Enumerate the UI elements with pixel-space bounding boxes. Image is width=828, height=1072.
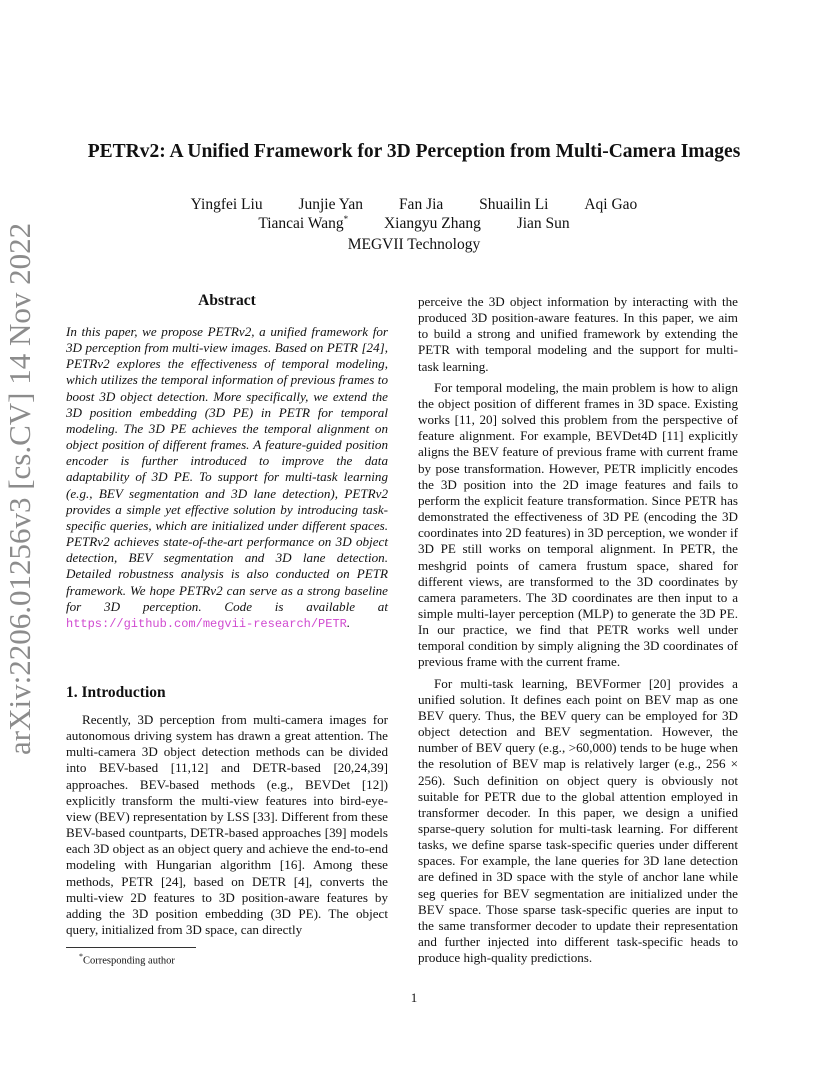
abstract-paragraph: In this paper, we propose PETRv2, a unified framework for 3D perception from multi-view images. Based on PETR [24], PETRv2 explores the effectiveness of temporal modeling, which utilizes the temporal information of previous frames to boost 3D object detection. More specifically, we extend the 3D position embedding (3D PE) in PETR for temporal modeling. The 3D PE achieves the temporal alignment on object position of different frames. A feature-guided position encoder is further introduced to improve the data adaptability of 3D PE. To support for multi-task learning (e.g., BEV segmentation and 3D lane detection), PETRv2 provides a simple yet effective solution by introducing task-specific queries, which are initialized under different spaces. PETRv2 achieves state-of-the-art performance on 3D object detection, BEV segmentation and 3D lane detection. Detailed robustness analysis is also conducted on PETR framework. We hope PETRv2 can serve as a strong baseline for 3D perception. Code is available at https://github.com/megvii-research/PETR.: [66, 324, 388, 631]
code-link[interactable]: https://github.com/megvii-research/PETR: [66, 616, 347, 631]
authors-line-1: [0, 196, 828, 214]
abstract-body: [66, 324, 388, 632]
body-paragraph: For multi-task learning, BEVFormer [20] provides a unified solution. It defines each point on BEV map as one BEV query. Thus, the BEV query can be employed for 3D object detection and BEV segmentation. However, the number of BEV query (e.g., >60,000) tends to be huge when the resolution of BEV map is relatively larger (e.g., 256 × 256). Such definition on object query is obviously not suitable for PETR due to the global attention employed in transformer decoder. In this paper, we design a unified sparse-query solution for multi-task learning. For different tasks, we define sparse task-specific queries under different spaces. For example, the lane queries for 3D lane detection are defined in 3D space with the style of anchor lane while seg queries for BEV segmentation are initialized under the BEV space. Those sparse task-specific queries are input to the same transformer decoder to update their representation and further injected into different task-specific heads to produce high-quality predictions.: [418, 675, 738, 966]
section-heading-introduction: 1. Introduction: [66, 684, 166, 701]
footnote-text: Corresponding author: [83, 955, 175, 967]
abstract-text: In this paper, we propose PETRv2, a unified framework for 3D perception from multi-view images. Based on PETR [24], PETRv2 explores the effectiveness of temporal modeling, which utilizes the temporal information of previous frames to boost 3D object detection. More specifically, we extend the 3D position embedding (3D PE) in PETR for temporal modeling. The 3D PE achieves the temporal alignment on object position of different frames. A feature-guided position encoder is further introduced to improve the data adaptability of 3D PE. To support for multi-task learning (e.g., BEV segmentation and 3D lane detection), PETRv2 provides a simple yet effective solution by introducing task-specific queries, which are initialized under different spaces. PETRv2 achieves state-of-the-art performance on 3D object detection, BEV segmentation and 3D lane detection. Detailed robustness analysis is also conducted on PETR framework. We hope PETRv2 can serve as a strong baseline for 3D perception. Code is available at: [66, 324, 388, 614]
author-name: Aqi Gao: [584, 196, 638, 213]
author-entry: [258, 215, 348, 233]
footnote-mark: *: [79, 952, 83, 961]
introduction-body: [66, 712, 388, 938]
abstract-heading: Abstract: [198, 292, 256, 309]
author-name: Jian Sun: [516, 215, 570, 232]
page-number: 1: [410, 990, 418, 1005]
arxiv-identifier: arXiv:2206.01256v3 [cs.CV] 14 Nov 2022: [2, 222, 37, 755]
paper-title: PETRv2: A Unified Framework for 3D Perception from Multi-Camera Images: [87, 141, 741, 162]
intro-paragraph: Recently, 3D perception from multi-camera images for autonomous driving system has drawn a great attention. The multi-camera 3D object detection methods can be divided into BEV-based [11,12] and DETR-based [20,24,39] approaches. BEV-based methods (e.g., BEVDet [12]) explicitly transform the multi-view features into bird-eye-view (BEV) representation by LSS [33]. Different from these BEV-based countparts, DETR-based approaches [39] models each 3D object as an object query and achieve the end-to-end modeling with Hungarian algorithm [16]. Among these methods, PETR [24], based on DETR [4], converts the multi-view 2D features to 3D position-aware features by adding the 3D position embedding (3D PE). The object query, initialized from 3D space, can directly: [66, 712, 388, 938]
body-paragraph: For temporal modeling, the main problem is how to align the object position of different frames in 3D space. Existing works [11, 20] solved this problem from the perspective of feature alignment. For example, BEVDet4D [11] explicitly aligns the BEV feature of previous frame with current frame by pose transformation. However, PETR implicitly encodes the 3D position into the 2D image features and fails to perform the explicit feature transformation. Since PETR has demonstrated the effectiveness of 3D PE (encoding the 3D coordinates into 2D features) in 3D perception, we wonder if 3D PE still works on temporal alignment. In PETR, the meshgrid points of camera frustum space, shared for different views, are transformed to the 3D coordinates by camera parameters. The 3D coordinates are then input to a simple multi-layer perception (MLP) to generate the 3D PE. In our practice, we find that PETR works well under temporal condition by simply aligning the 3D coordinates of previous frame with the current frame.: [418, 379, 738, 670]
author-name: Fan Jia: [398, 196, 444, 213]
author-name: Xiangyu Zhang: [383, 215, 481, 232]
footnote: [79, 952, 175, 967]
authors-line-2: [0, 215, 828, 233]
author-mark: *: [343, 213, 349, 224]
affiliation: MEGVII Technology: [347, 236, 481, 253]
author-name: Yingfei Liu: [190, 196, 263, 213]
footnote-rule: [66, 947, 196, 948]
author-name: Shuailin Li: [479, 196, 549, 213]
body-paragraph: perceive the 3D object information by interacting with the produced 3D position-aware features. In this paper, we aim to build a strong and unified framework by extending the PETR with temporal modeling and the support for multi-task learning.: [418, 294, 738, 374]
right-column: [418, 294, 738, 966]
author-name: Junjie Yan: [298, 196, 364, 213]
author-name: Tiancai Wang: [258, 215, 344, 232]
